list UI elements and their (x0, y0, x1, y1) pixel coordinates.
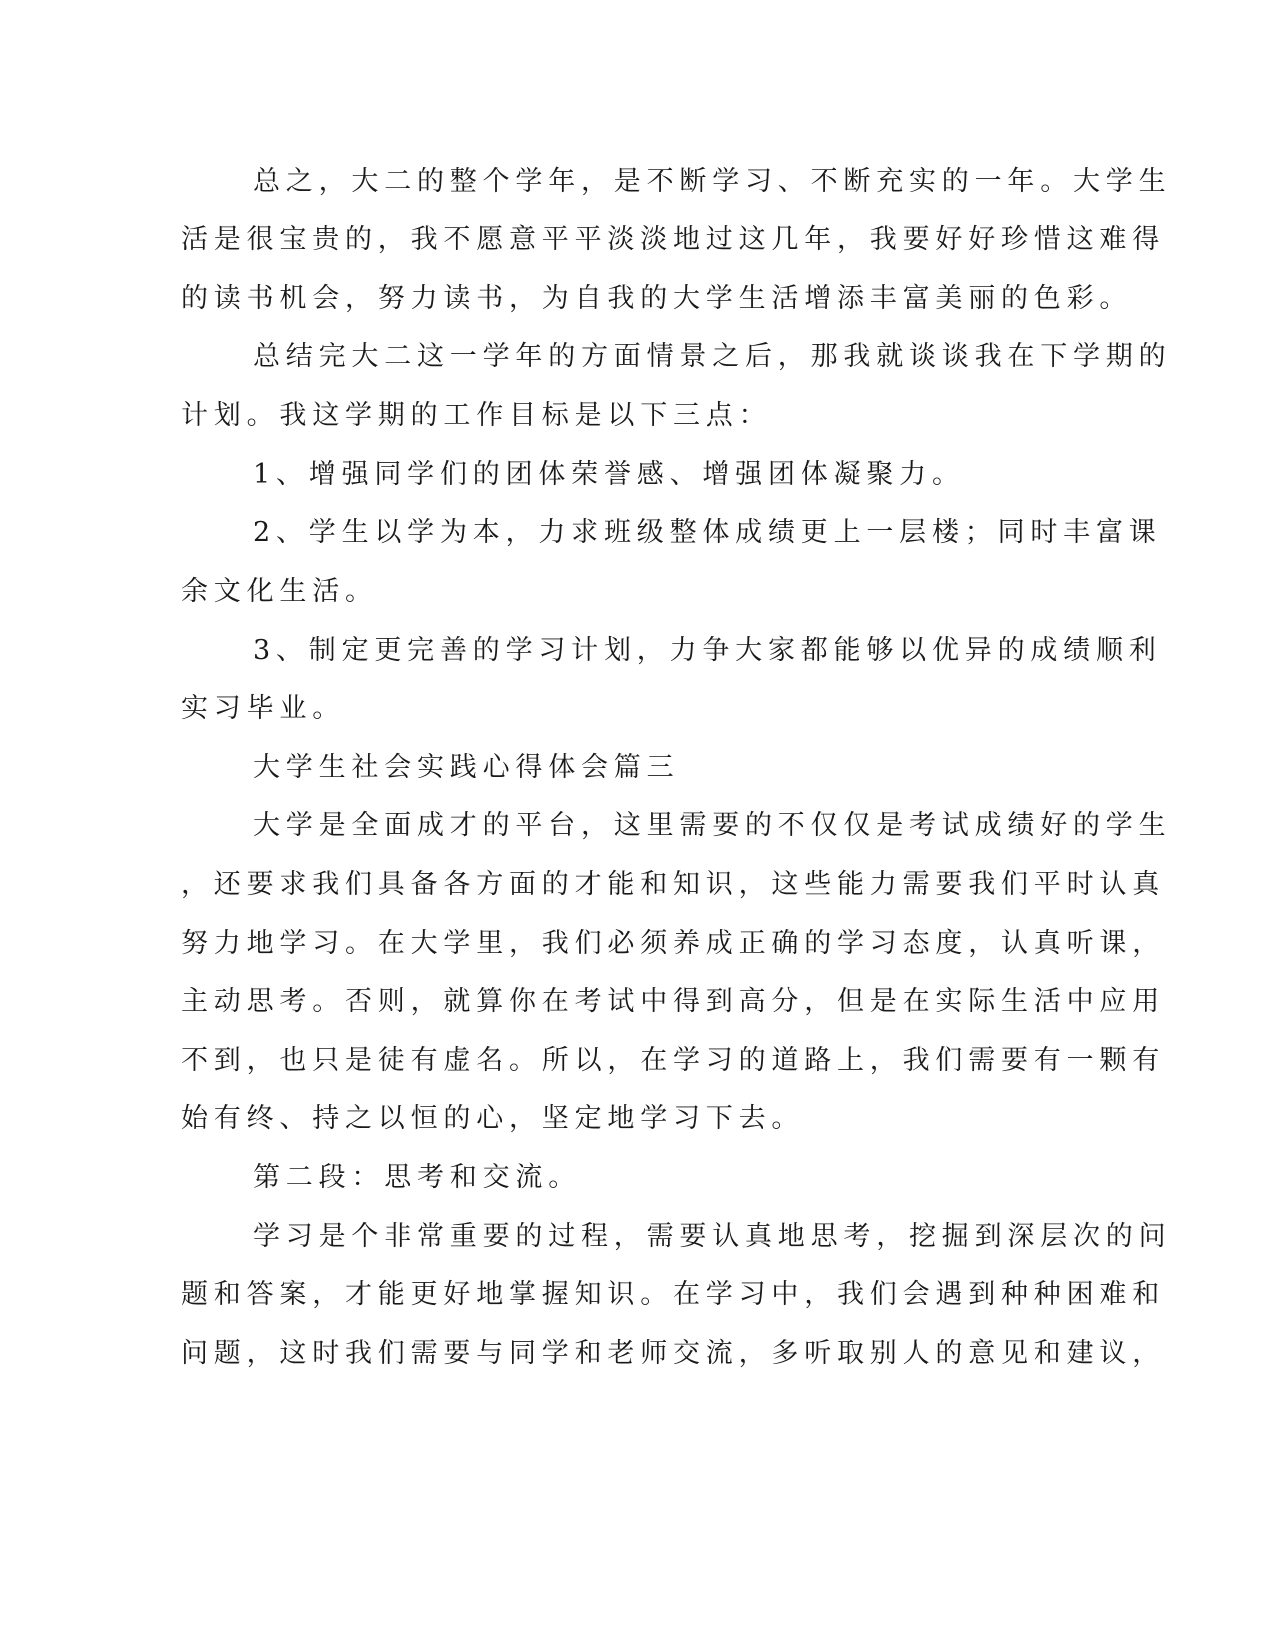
section-heading: 大学生社会实践心得体会篇三 (253, 752, 680, 783)
paragraph-line: 总结完大二这一学年的方面情景之后，那我就谈谈我在下学期的 (253, 341, 1172, 372)
paragraph-line: 题和答案，才能更好地掌握知识。在学习中，我们会遇到种种困难和 (181, 1279, 1165, 1310)
paragraph-line: 余文化生活。 (181, 576, 378, 607)
paragraph-line: 大学是全面成才的平台，这里需要的不仅仅是考试成绩好的学生 (253, 810, 1172, 841)
paragraph-line: 始有终、持之以恒的心，坚定地学习下去。 (181, 1103, 805, 1134)
paragraph-line: 问题，这时我们需要与同学和老师交流，多听取别人的意见和建议， (181, 1338, 1165, 1369)
paragraph-line: 计划。我这学期的工作目标是以下三点： (181, 400, 772, 431)
paragraph-line: 主动思考。否则，就算你在考试中得到高分，但是在实际生活中应用 (181, 986, 1165, 1017)
paragraph-line: 总之，大二的整个学年，是不断学习、不断充实的一年。大学生 (253, 166, 1172, 197)
list-item: 2、学生以学为本，力求班级整体成绩更上一层楼；同时丰富课 (253, 517, 1162, 548)
paragraph-line: 学习是个非常重要的过程，需要认真地思考，挖掘到深层次的问 (253, 1221, 1172, 1252)
section-heading: 第二段：思考和交流。 (253, 1162, 581, 1193)
list-item: 1、增强同学们的团体荣誉感、增强团体凝聚力。 (253, 459, 965, 490)
paragraph-line: ，还要求我们具备各方面的才能和知识，这些能力需要我们平时认真 (181, 869, 1165, 900)
paragraph-line: 努力地学习。在大学里，我们必须养成正确的学习态度，认真听课， (181, 928, 1165, 959)
paragraph-line: 的读书机会，努力读书，为自我的大学生活增添丰富美丽的色彩。 (181, 283, 1133, 314)
paragraph-line: 不到，也只是徒有虚名。所以，在学习的道路上，我们需要有一颗有 (181, 1045, 1165, 1076)
paragraph-line: 活是很宝贵的，我不愿意平平淡淡地过这几年，我要好好珍惜这难得 (181, 224, 1165, 255)
list-item: 3、制定更完善的学习计划，力争大家都能够以优异的成绩顺利 (253, 635, 1162, 666)
paragraph-line: 实习毕业。 (181, 693, 345, 724)
